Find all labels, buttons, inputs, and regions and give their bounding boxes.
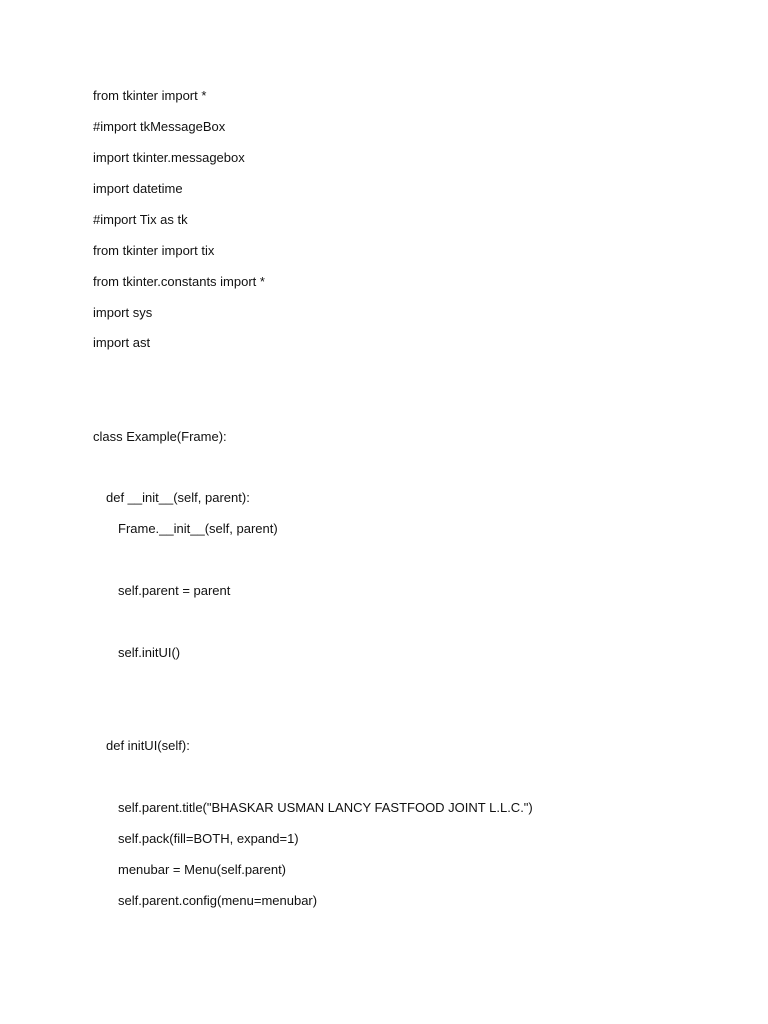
code-line: from tkinter import * [93,88,207,103]
code-line: self.parent.title("BHASKAR USMAN LANCY FASTFOOD JOINT L.L.C.") [118,800,533,815]
code-line: def initUI(self): [106,738,190,753]
code-line: import sys [93,305,153,320]
code-line: Frame.__init__(self, parent) [118,521,278,536]
code-line: import ast [93,335,151,350]
code-line: from tkinter import tix [93,243,215,258]
code-line: #import Tix as tk [93,212,188,227]
code-line: def __init__(self, parent): [106,490,250,505]
code-line: self.initUI() [118,645,181,660]
code-line: from tkinter.constants import * [93,274,265,289]
code-line: class Example(Frame): [93,429,227,444]
code-line: self.pack(fill=BOTH, expand=1) [118,831,299,846]
code-line: self.parent.config(menu=menubar) [118,893,318,908]
code-line: self.parent = parent [118,583,231,598]
code-line: import datetime [93,181,183,196]
code-line: #import tkMessageBox [93,119,226,134]
code-line: import tkinter.messagebox [93,150,245,165]
code-line: menubar = Menu(self.parent) [118,862,287,877]
